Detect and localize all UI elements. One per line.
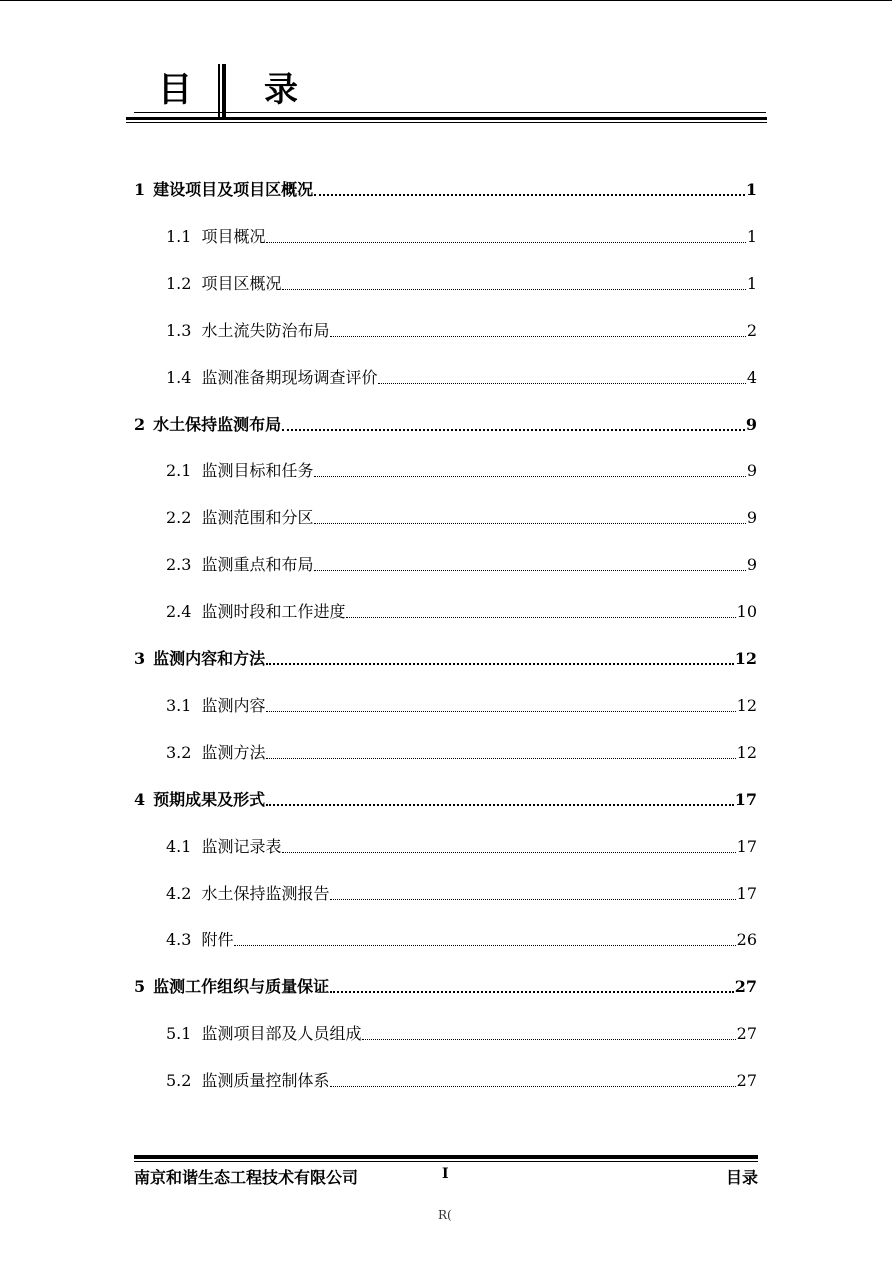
toc-entry-number: 2 xyxy=(134,415,146,434)
heading-rule-bottom xyxy=(126,122,767,123)
toc-dot-leader xyxy=(314,193,745,196)
toc-entry-number: 5.2 xyxy=(166,1071,192,1090)
toc-entry[interactable] xyxy=(166,739,757,763)
toc-entry-page: 1 xyxy=(745,180,757,199)
toc-entry-title: 监测目标和任务 xyxy=(201,461,314,480)
toc-entry-page: 27 xyxy=(734,977,757,996)
toc-entry[interactable] xyxy=(134,411,757,435)
toc-entry-page: 9 xyxy=(745,415,757,434)
toc-dot-leader xyxy=(266,710,735,712)
toc-entry-page: 12 xyxy=(736,743,757,762)
toc-entry[interactable] xyxy=(166,692,757,716)
toc-entry-title: 监测准备期现场调查评价 xyxy=(201,368,378,387)
toc-entry-number: 4.1 xyxy=(166,837,192,856)
toc-entry-number: 5 xyxy=(134,977,146,996)
toc-entry-page: 26 xyxy=(736,930,757,949)
bottom-mark: R( xyxy=(438,1208,452,1222)
toc-dot-leader xyxy=(266,757,735,759)
toc-entry-number: 1.3 xyxy=(166,321,192,340)
footer-page-number: I xyxy=(442,1166,449,1182)
toc-entry[interactable] xyxy=(166,223,757,247)
toc-entry[interactable] xyxy=(166,457,757,481)
toc-entry[interactable] xyxy=(134,786,757,810)
toc-entry-title: 水土保持监测布局 xyxy=(153,415,282,434)
toc-entry[interactable] xyxy=(134,973,757,997)
toc-entry[interactable] xyxy=(134,176,757,200)
toc-entry-number: 2.4 xyxy=(166,602,192,621)
toc-entry-number: 3.2 xyxy=(166,743,192,762)
toc-entry-page: 1 xyxy=(746,274,757,293)
toc-entry-page: 10 xyxy=(736,602,757,621)
toc-entry-page: 2 xyxy=(746,321,757,340)
toc-entry-number: 1 xyxy=(134,180,146,199)
toc-entry-page: 9 xyxy=(746,461,757,480)
toc-entry[interactable] xyxy=(134,645,757,669)
toc-entry-number: 3.1 xyxy=(166,696,192,715)
toc-entry-page: 27 xyxy=(736,1024,757,1043)
toc-entry[interactable] xyxy=(166,926,757,950)
toc-entry-number: 1.2 xyxy=(166,274,192,293)
toc-entry-title: 监测工作组织与质量保证 xyxy=(153,977,330,996)
toc-entry-title: 监测内容 xyxy=(201,696,266,715)
toc-entry-page: 17 xyxy=(736,837,757,856)
toc-dot-leader xyxy=(330,990,734,993)
footer-rule-thick xyxy=(134,1155,758,1159)
toc-dot-leader xyxy=(346,616,735,618)
toc-entry[interactable] xyxy=(166,364,757,388)
toc-entry[interactable] xyxy=(166,880,757,904)
toc-dot-leader xyxy=(282,288,745,290)
toc-heading xyxy=(126,62,767,126)
footer-company: 南京和谐生态工程技术有限公司 xyxy=(134,1168,359,1187)
toc-entry-page: 27 xyxy=(736,1071,757,1090)
toc-entry-title: 监测时段和工作进度 xyxy=(201,602,346,621)
toc-dot-leader xyxy=(314,475,745,477)
toc-entry[interactable] xyxy=(166,598,757,622)
toc-entry-page: 17 xyxy=(734,790,757,809)
toc-dot-leader xyxy=(282,851,735,853)
toc-entry-page: 17 xyxy=(736,884,757,903)
toc-entry-title: 附件 xyxy=(201,930,234,949)
toc-dot-leader xyxy=(378,382,745,384)
heading-rule-thick xyxy=(126,117,767,120)
toc-dot-leader xyxy=(314,569,745,571)
toc-dot-leader xyxy=(266,803,734,806)
toc-entry[interactable] xyxy=(166,551,757,575)
page-top-border xyxy=(0,0,892,1)
toc-dot-leader xyxy=(282,428,745,431)
toc-entry[interactable] xyxy=(166,270,757,294)
toc-entry-title: 监测方法 xyxy=(201,743,266,762)
toc-entry-number: 4.2 xyxy=(166,884,192,903)
toc-entry[interactable] xyxy=(166,833,757,857)
heading-char-1: 目 xyxy=(158,70,192,110)
toc-entry-number: 2.1 xyxy=(166,461,192,480)
toc-entry-title: 监测内容和方法 xyxy=(153,649,266,668)
footer-rule-thin xyxy=(134,1161,758,1162)
toc-entry-number: 1.4 xyxy=(166,368,192,387)
toc-entry-page: 12 xyxy=(734,649,757,668)
toc-entry-number: 4.3 xyxy=(166,930,192,949)
toc-entry-page: 9 xyxy=(746,555,757,574)
toc-entry[interactable] xyxy=(166,317,757,341)
heading-rule-top xyxy=(134,112,766,113)
toc-dot-leader xyxy=(330,1085,735,1087)
toc-entry-page: 4 xyxy=(746,368,757,387)
toc-dot-leader xyxy=(266,241,745,243)
toc-entry-page: 1 xyxy=(746,227,757,246)
toc-entry-page: 9 xyxy=(746,508,757,527)
toc-entry-title: 水土流失防治布局 xyxy=(201,321,330,340)
toc-entry-number: 1.1 xyxy=(166,227,192,246)
toc-entry-number: 2.2 xyxy=(166,508,192,527)
toc-entry-title: 监测质量控制体系 xyxy=(201,1071,330,1090)
toc-entry-title: 项目区概况 xyxy=(201,274,282,293)
footer-section-name: 目录 xyxy=(725,1168,758,1187)
toc-entry-number: 3 xyxy=(134,649,146,668)
toc-entry[interactable] xyxy=(166,1067,757,1091)
toc-entry-number: 5.1 xyxy=(166,1024,192,1043)
toc-dot-leader xyxy=(314,522,745,524)
toc-entry-title: 监测范围和分区 xyxy=(201,508,314,527)
toc-dot-leader xyxy=(266,662,734,665)
toc-dot-leader xyxy=(330,335,745,337)
toc-entry-page: 12 xyxy=(736,696,757,715)
toc-entry-title: 水土保持监测报告 xyxy=(201,884,330,903)
toc-entry-number: 2.3 xyxy=(166,555,192,574)
toc-dot-leader xyxy=(330,898,735,900)
toc-entry-title: 预期成果及形式 xyxy=(153,790,266,809)
toc-entry-title: 项目概况 xyxy=(201,227,266,246)
toc-entry[interactable] xyxy=(166,504,757,528)
toc-entry-number: 4 xyxy=(134,790,146,809)
heading-char-2: 录 xyxy=(264,70,298,110)
toc-entry-title: 监测记录表 xyxy=(201,837,282,856)
toc-dot-leader xyxy=(234,944,735,946)
toc-entry[interactable] xyxy=(166,1020,757,1044)
toc-dot-leader xyxy=(362,1038,735,1040)
toc-entry-title: 监测项目部及人员组成 xyxy=(201,1024,362,1043)
toc-entry-title: 建设项目及项目区概况 xyxy=(153,180,314,199)
toc-entry-title: 监测重点和布局 xyxy=(201,555,314,574)
